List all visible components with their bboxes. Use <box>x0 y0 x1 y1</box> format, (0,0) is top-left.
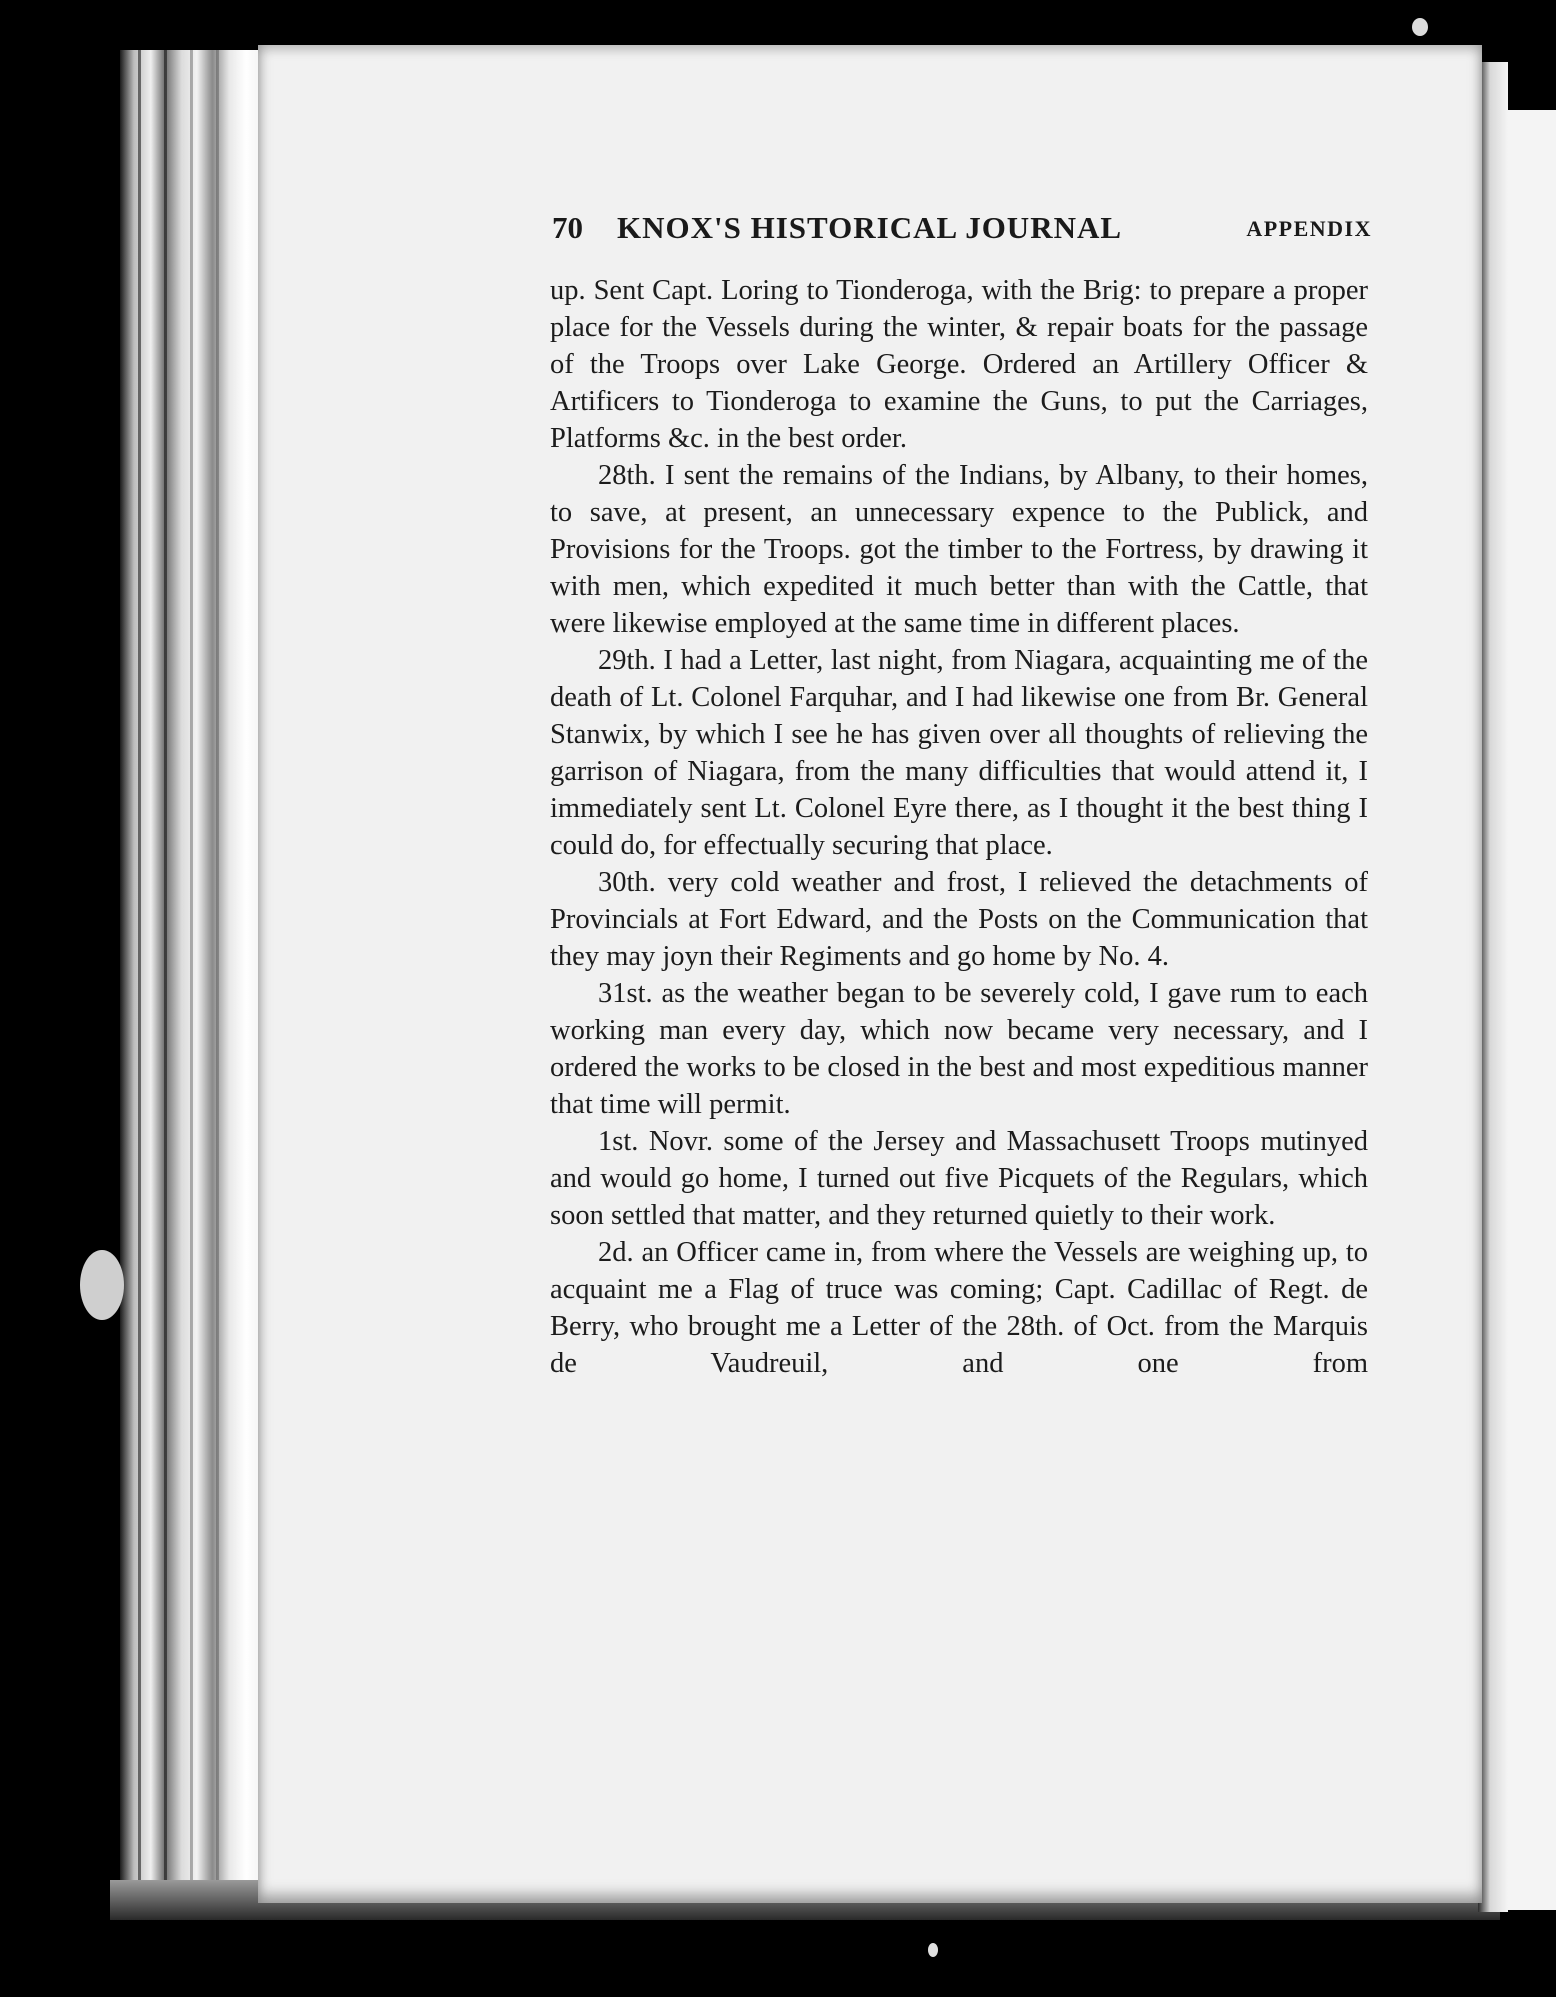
journal-entry-2d: 2d. an Officer came in, from where the Vessels are weighing up, to acquaint me a Flag of truce was coming; Capt. Cadillac of Regt. de Berry, who brought me a Letter of the 28th. of Oct. from the Marquis de Vaudreuil, and one from <box>550 1237 1368 1379</box>
page-number: 70 <box>552 210 583 245</box>
scan-artifact-blot <box>80 1250 124 1320</box>
scan-artifact-dot <box>1412 18 1428 36</box>
spine-streak <box>216 50 219 1920</box>
running-title: KNOX'S HISTORICAL JOURNAL <box>617 210 1123 245</box>
spine-streak <box>190 50 193 1920</box>
facing-page-strip <box>1508 110 1556 1910</box>
journal-entry-1st-nov: 1st. Novr. some of the Jersey and Massachusett Troops mutinyed and would go home, I turned out five Picquets of the Regulars, which soon settled that matter, and they returned quietly to their work. <box>550 1126 1368 1231</box>
journal-entry-31st: 31st. as the weather began to be severely cold, I gave rum to each working man every day, which now became very necessary, and I ordered the works to be closed in the best and most expeditious manner that time will permit. <box>550 978 1368 1120</box>
spine-streak <box>164 50 167 1920</box>
book-spine <box>120 50 260 1920</box>
section-label: APPENDIX <box>1246 216 1372 241</box>
facing-page-edge <box>1478 62 1508 1912</box>
journal-entry-28th: 28th. I sent the remains of the Indians, by Albany, to their homes, to save, at present, an unnecessary expence to the Publick, and Provisions for the Troops. got the timber to the Fortress, by drawing it with men, which expedited it much better than with the Cattle, that were likewise employed at the same time in different places. <box>550 460 1368 639</box>
spine-streak <box>138 50 141 1920</box>
journal-entry-30th: 30th. very cold weather and frost, I relieved the detachments of Provincials at Fort Edward, and the Posts on the Communication that they may joyn their Regiments and go home by No. 4. <box>550 867 1368 972</box>
journal-text <box>550 272 1368 1382</box>
scan-artifact-dot <box>928 1943 938 1957</box>
page-header <box>552 210 1372 260</box>
journal-entry-29th: 29th. I had a Letter, last night, from Niagara, acquainting me of the death of Lt. Colonel Farquhar, and I had likewise one from Br. General Stanwix, by which I see he has given over all thoughts of relieving the garrison of Niagara, from the many difficulties that would attend it, I immediately sent Lt. Colonel Eyre there, as I thought it the best thing I could do, for effectually securing that place. <box>550 645 1368 861</box>
paragraph-continuation: up. Sent Capt. Loring to Tionderoga, with the Brig: to prepare a proper place for the Vessels during the winter, & repair boats for the passage of the Troops over Lake George. Ordered an Artillery Officer & Artificers to Tionderoga to examine the Guns, to put the Carriages, Platforms &c. in the best order. <box>550 275 1368 454</box>
